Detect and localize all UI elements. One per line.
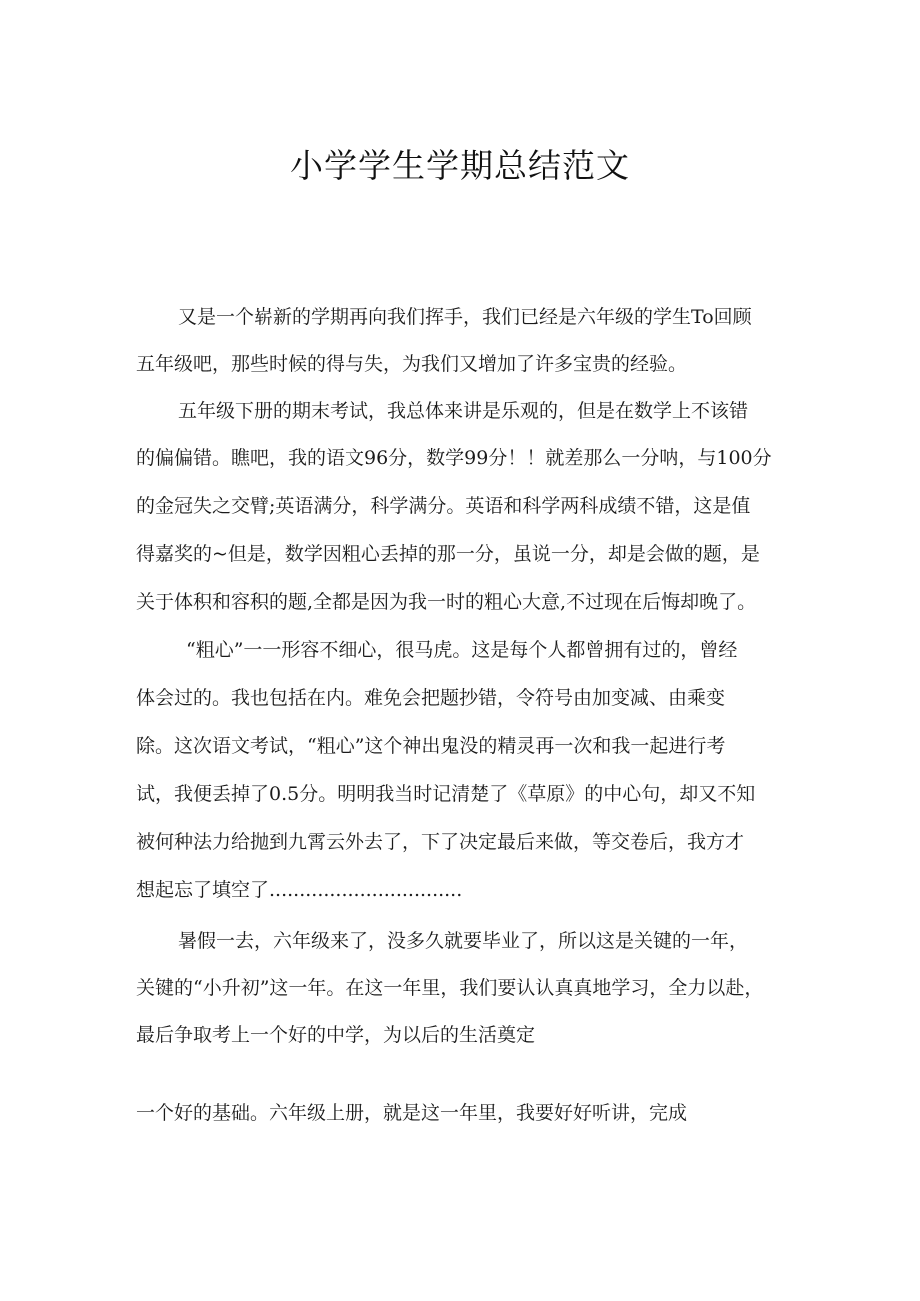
paragraph-line: 得嘉奖的~但是，数学因粗心丢掉的那一分，虽说一分，却是会做的题，是 — [136, 543, 760, 565]
paragraph-line: 关键的“小升初”这一年。在这一年里，我们要认认真真地学习，全力以赴， — [136, 977, 764, 999]
paragraph-line: 想起忘了填空了................................ — [136, 879, 463, 901]
paragraph-line: 最后争取考上一个好的中学，为以后的生活奠定 — [136, 1024, 536, 1046]
paragraph-line: 的偏偏错。瞧吧，我的语文96分，数学99分！！就差那么一分呐，与100分 — [136, 447, 772, 469]
paragraph-line: 被何种法力给抛到九霄云外去了，下了决定最后来做，等交卷后，我方才 — [136, 831, 745, 853]
paragraph-line: 体会过的。我也包括在内。难免会把题抄错，令符号由加变减、由乘变 — [136, 687, 726, 709]
paragraph-line: 又是一个崭新的学期再向我们挥手，我们已经是六年级的学生To回顾 — [178, 306, 752, 328]
paragraph-line: 试，我便丢掉了0.5分。明明我当时记清楚了《草原》的中心句，却又不知 — [136, 783, 756, 805]
paragraph-line: 暑假一去，六年级来了，没多久就要毕业了，所以这是关键的一年， — [178, 930, 749, 952]
paragraph-line: 五年级下册的期末考试，我总体来讲是乐观的，但是在数学上不该错 — [178, 400, 749, 422]
paragraph-line: 的金冠失之交臂;英语满分，科学满分。英语和科学两科成绩不错，这是值 — [136, 495, 751, 517]
paragraph-line: 五年级吧，那些时候的得与失，为我们又增加了许多宝贵的经验。 — [136, 353, 688, 375]
paragraph-line: 除。这次语文考试，“粗心”这个神出鬼没的精灵再一次和我一起进行考 — [136, 735, 726, 757]
paragraph-line: “粗心”一一形容不细心，很马虎。这是每个人都曾拥有过的，曾经 — [186, 639, 738, 661]
paragraph-line: 一个好的基础。六年级上册，就是这一年里，我要好好听讲，完成 — [136, 1102, 688, 1124]
paragraph-line: 关于体积和容积的题,全都是因为我一时的粗心大意,不过现在后悔却晚了。 — [136, 591, 757, 613]
document-title: 小学学生学期总结范文 — [290, 146, 630, 185]
